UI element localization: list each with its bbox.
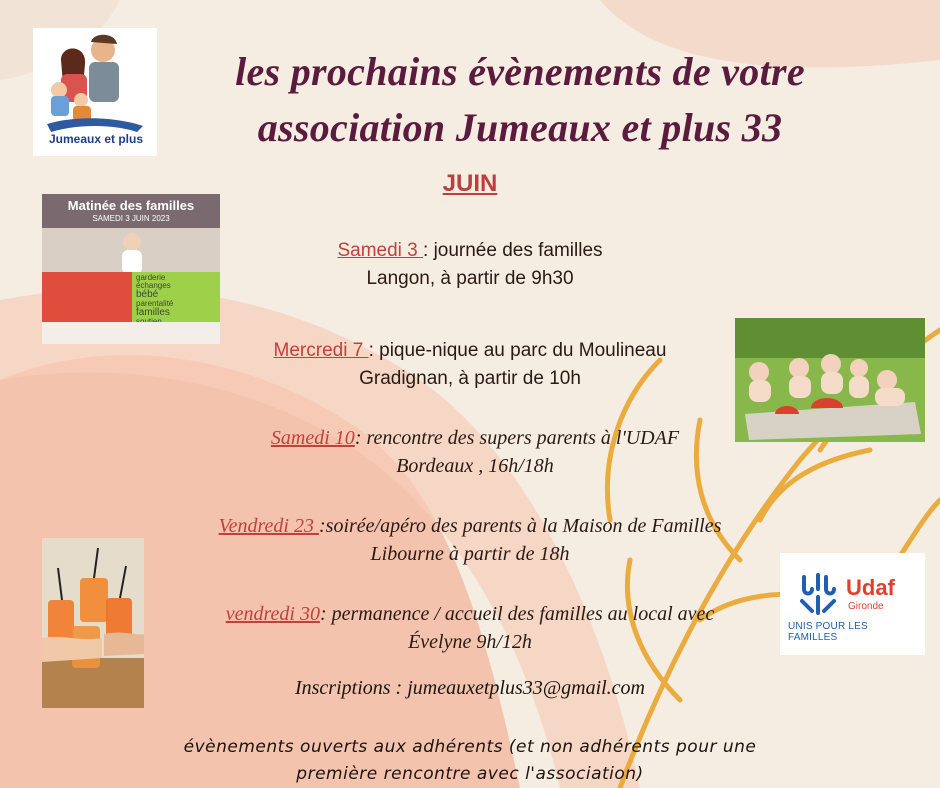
poster-words: garderie échanges bébé parentalité familles — [136, 273, 174, 318]
cocktails-icon — [42, 538, 144, 708]
udaf-name: Udaf — [846, 575, 895, 600]
event-4-details: Libourne à partir de 18h — [370, 543, 570, 565]
event-1-text: journée des familles — [433, 240, 603, 261]
event-3-details: Bordeaux , 16h/18h — [396, 455, 554, 477]
event-2-text: pique-nique au parc du Moulineau — [379, 340, 667, 361]
event-5-text: permanence / accueil des familles au local avec — [331, 603, 715, 625]
drinks-photo — [42, 538, 144, 708]
event-1: Samedi 3 : journée des familles Langon, à partir de 9h30 — [140, 237, 800, 293]
poster-title: Matinée des familles — [67, 198, 195, 213]
udaf-logo — [780, 553, 925, 655]
inscriptions-email: Inscriptions : jumeauxetplus33@gmail.com — [294, 677, 646, 699]
event-5: vendredi 30: permanence / accueil des familles au local avec Évelyne 9h/12h — [140, 600, 800, 656]
poster-subtitle: SAMEDI 3 JUIN 2023 — [92, 214, 170, 223]
association-logo — [33, 28, 157, 156]
udaf-people-icon — [798, 571, 838, 615]
logo-text: Jumeaux et plus — [48, 132, 144, 146]
footer-note — [150, 734, 790, 788]
event-2: Mercredi 7 : pique-nique au parc du Moulineau Gradignan, à partir de 10h — [140, 337, 800, 393]
page-title — [160, 44, 880, 156]
udaf-tagline: UNIS POUR LES FAMILLES — [788, 621, 868, 643]
event-3-text: rencontre des supers parents à l'UDAF — [366, 427, 680, 449]
month-heading: JUIN — [442, 170, 498, 197]
event-2-date: Mercredi 7 — [273, 340, 369, 361]
udaf-region: Gironde — [848, 601, 884, 612]
event-1-date: Samedi 3 — [337, 240, 423, 261]
footer-line-2: première rencontre avec l'association) — [296, 764, 644, 784]
event-4-text: soirée/apéro des parents à la Maison de Familles — [325, 515, 722, 537]
event-5-details: Évelyne 9h/12h — [408, 631, 532, 653]
event-3: Samedi 10: rencontre des supers parents à l'UDAF Bordeaux , 16h/18h — [145, 424, 805, 480]
event-4-date: Vendredi 23 — [218, 515, 319, 537]
event-1-details: Langon, à partir de 9h30 — [366, 268, 574, 289]
event-4: Vendredi 23 :soirée/apéro des parents à la Maison de Familles Libourne à partir de 18h — [140, 512, 800, 568]
event-2-details: Gradignan, à partir de 10h — [359, 368, 581, 389]
event-3-date: Samedi 10 — [270, 427, 355, 449]
event-5-date: vendredi 30 — [225, 603, 320, 625]
title-line-1: les prochains évènements de votre — [235, 49, 805, 94]
footer-line-1: évènements ouverts aux adhérents (et non adhérents pour une — [183, 737, 757, 757]
title-line-2: association Jumeaux et plus 33 — [257, 105, 783, 150]
